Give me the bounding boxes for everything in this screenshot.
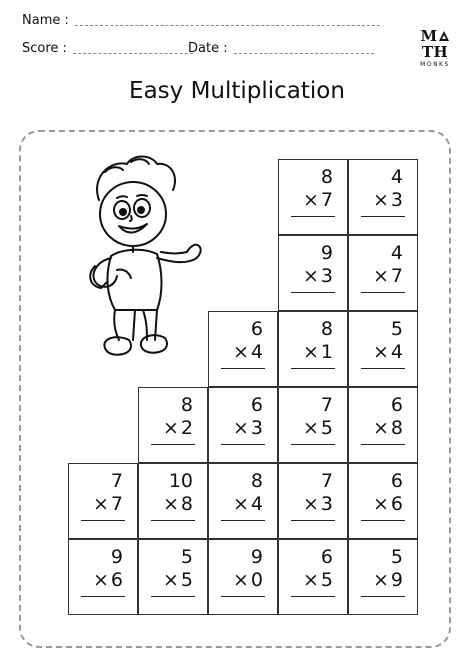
answer-line[interactable]	[291, 596, 335, 597]
multiplier-row	[233, 493, 263, 515]
answer-line[interactable]	[291, 444, 335, 445]
multiplier: 7	[390, 265, 403, 287]
multiply-sign: ×	[302, 189, 319, 211]
date-label: Date :	[188, 41, 228, 56]
problem-cell[interactable]	[68, 539, 138, 615]
multiplier-row	[373, 265, 403, 287]
multiplicand: 10	[168, 470, 193, 492]
problem-cell[interactable]	[348, 539, 418, 615]
multiply-sign: ×	[302, 569, 319, 591]
multiplier: 6	[390, 493, 403, 515]
multiplicand: 5	[180, 546, 193, 568]
name-input-line[interactable]	[75, 25, 380, 26]
multiplier-row	[93, 493, 123, 515]
problem-cell[interactable]	[68, 463, 138, 539]
answer-line[interactable]	[221, 444, 265, 445]
multiply-sign: ×	[92, 569, 109, 591]
multiply-sign: ×	[302, 417, 319, 439]
multiplier: 4	[250, 341, 263, 363]
problem-cell[interactable]	[208, 463, 278, 539]
multiplier-row	[373, 569, 403, 591]
multiply-sign: ×	[232, 417, 249, 439]
multiplier-row	[303, 189, 333, 211]
problem-cell[interactable]	[138, 463, 208, 539]
multiplier: 4	[250, 493, 263, 515]
answer-line[interactable]	[221, 596, 265, 597]
answer-line[interactable]	[361, 368, 405, 369]
multiplier: 9	[390, 569, 403, 591]
multiplier-row	[233, 341, 263, 363]
multiplicand: 5	[390, 318, 403, 340]
multiply-sign: ×	[372, 189, 389, 211]
multiplier: 2	[180, 417, 193, 439]
multiplier-row	[303, 569, 333, 591]
multiplier-row	[233, 569, 263, 591]
answer-line[interactable]	[291, 520, 335, 521]
problem-cell[interactable]	[348, 463, 418, 539]
multiplier: 3	[320, 493, 333, 515]
multiply-sign: ×	[372, 569, 389, 591]
problem-cell[interactable]	[208, 387, 278, 463]
multiplier-row	[303, 341, 333, 363]
problem-cell[interactable]	[348, 387, 418, 463]
multiplier: 5	[180, 569, 193, 591]
problem-cell[interactable]	[348, 159, 418, 235]
answer-line[interactable]	[221, 368, 265, 369]
answer-line[interactable]	[361, 520, 405, 521]
answer-line[interactable]	[291, 216, 335, 217]
problem-cell[interactable]	[348, 311, 418, 387]
multiply-sign: ×	[372, 493, 389, 515]
multiplier: 5	[320, 569, 333, 591]
answer-line[interactable]	[361, 444, 405, 445]
multiplier: 3	[390, 189, 403, 211]
problem-cell[interactable]	[278, 539, 348, 615]
multiplicand: 8	[320, 318, 333, 340]
score-label: Score :	[22, 41, 67, 56]
score-input-line[interactable]	[73, 53, 193, 54]
multiply-sign: ×	[302, 265, 319, 287]
logo-triangle-icon	[439, 31, 449, 41]
multiplier: 7	[320, 189, 333, 211]
worksheet-title: Easy Multiplication	[129, 78, 345, 104]
date-field[interactable]	[188, 41, 374, 56]
answer-line[interactable]	[81, 520, 125, 521]
answer-line[interactable]	[151, 520, 195, 521]
multiplicand: 9	[250, 546, 263, 568]
multiplicand: 8	[320, 166, 333, 188]
logo-prefix: M	[420, 27, 438, 45]
multiplicand: 6	[390, 394, 403, 416]
multiplier: 3	[320, 265, 333, 287]
multiplier-row	[163, 417, 193, 439]
answer-line[interactable]	[361, 216, 405, 217]
multiplier: 8	[390, 417, 403, 439]
multiplicand: 4	[390, 242, 403, 264]
multiplier: 0	[250, 569, 263, 591]
name-field[interactable]	[22, 13, 380, 28]
multiplicand: 6	[390, 470, 403, 492]
multiply-sign: ×	[162, 493, 179, 515]
multiply-sign: ×	[162, 417, 179, 439]
multiplier: 4	[390, 341, 403, 363]
multiply-sign: ×	[92, 493, 109, 515]
multiplier-row	[373, 417, 403, 439]
answer-line[interactable]	[291, 292, 335, 293]
logo-subtitle: MONKS	[420, 61, 450, 68]
multiplicand: 4	[390, 166, 403, 188]
problem-cell[interactable]	[278, 387, 348, 463]
multiplier-row	[233, 417, 263, 439]
multiplicand: 7	[110, 470, 123, 492]
problem-cell[interactable]	[278, 311, 348, 387]
problem-cell[interactable]	[138, 539, 208, 615]
answer-line[interactable]	[361, 596, 405, 597]
multiplicand: 8	[180, 394, 193, 416]
multiply-sign: ×	[372, 265, 389, 287]
answer-line[interactable]	[221, 520, 265, 521]
problem-cell[interactable]	[278, 235, 348, 311]
multiplier-row	[163, 493, 193, 515]
answer-line[interactable]	[361, 292, 405, 293]
multiplier-row	[303, 493, 333, 515]
multiply-sign: ×	[372, 417, 389, 439]
problem-cell[interactable]	[278, 463, 348, 539]
multiplier: 1	[320, 341, 333, 363]
score-field[interactable]	[22, 41, 193, 56]
multiply-sign: ×	[232, 493, 249, 515]
multiplicand: 8	[250, 470, 263, 492]
answer-line[interactable]	[81, 596, 125, 597]
multiplier-row	[373, 493, 403, 515]
date-input-line[interactable]	[234, 53, 374, 54]
multiplier-row	[373, 341, 403, 363]
answer-line[interactable]	[151, 596, 195, 597]
boy-cartoon-illustration	[75, 150, 210, 365]
multiply-sign: ×	[302, 493, 319, 515]
multiply-sign: ×	[302, 341, 319, 363]
multiply-sign: ×	[232, 341, 249, 363]
multiplicand: 9	[110, 546, 123, 568]
logo-suffix: TH	[421, 43, 449, 61]
answer-line[interactable]	[151, 444, 195, 445]
problem-cell[interactable]	[278, 159, 348, 235]
multiplier: 6	[110, 569, 123, 591]
multiplicand: 9	[320, 242, 333, 264]
problem-cell[interactable]	[208, 311, 278, 387]
math-monks-logo	[413, 28, 457, 68]
multiplicand: 5	[390, 546, 403, 568]
multiply-sign: ×	[372, 341, 389, 363]
multiplier: 7	[110, 493, 123, 515]
multiply-sign: ×	[162, 569, 179, 591]
multiply-sign: ×	[232, 569, 249, 591]
problem-cell[interactable]	[138, 387, 208, 463]
multiplier-row	[373, 189, 403, 211]
multiplicand: 6	[250, 318, 263, 340]
multiplier-row	[93, 569, 123, 591]
multiplier-row	[303, 265, 333, 287]
multiplicand: 6	[250, 394, 263, 416]
multiplier: 8	[180, 493, 193, 515]
problem-cell[interactable]	[208, 539, 278, 615]
multiplicand: 7	[320, 394, 333, 416]
problem-cell[interactable]	[348, 235, 418, 311]
multiplier: 5	[320, 417, 333, 439]
multiplicand: 7	[320, 470, 333, 492]
multiplier-row	[163, 569, 193, 591]
answer-line[interactable]	[291, 368, 335, 369]
multiplier-row	[303, 417, 333, 439]
multiplier: 3	[250, 417, 263, 439]
name-label: Name :	[22, 13, 69, 28]
multiplicand: 6	[320, 546, 333, 568]
logo-wordmark	[413, 28, 457, 60]
